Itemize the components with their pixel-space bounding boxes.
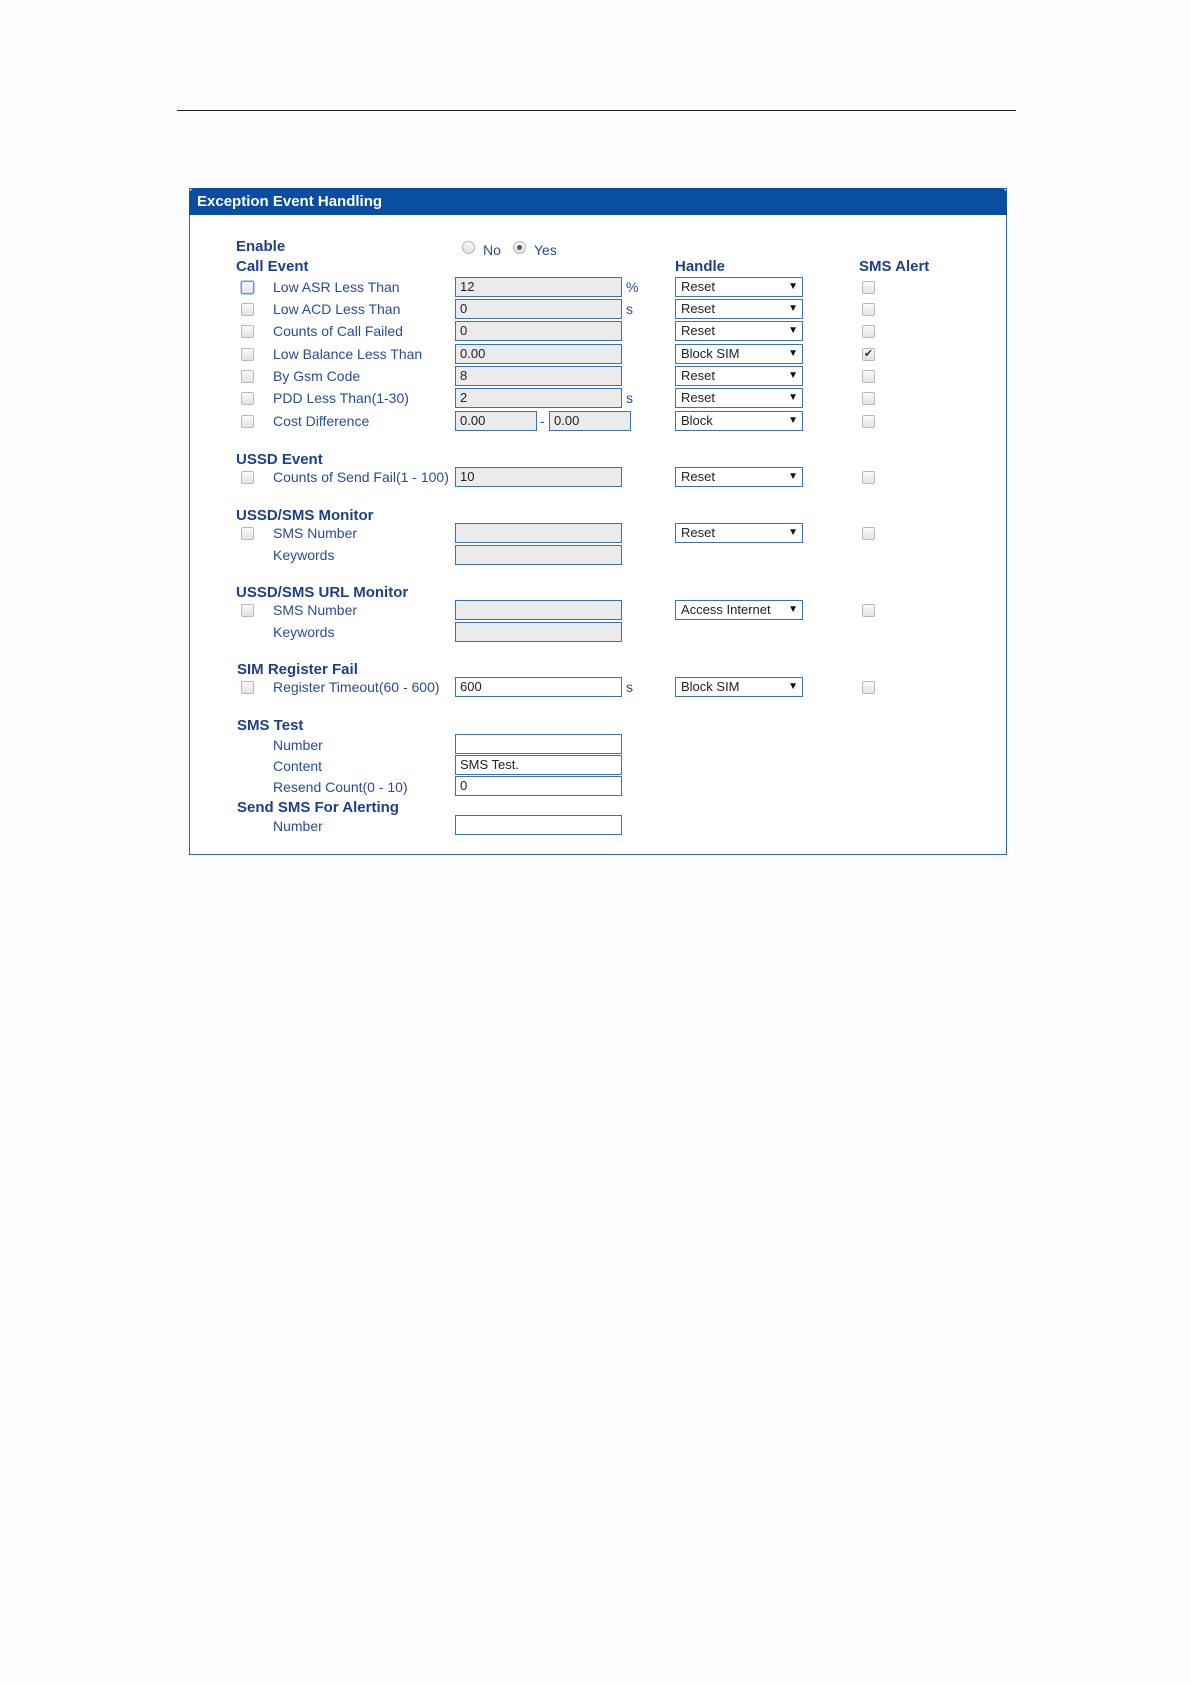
ussd-send-fail-label: Counts of Send Fail(1 - 100) xyxy=(273,469,449,485)
ussd-event-checkbox[interactable] xyxy=(241,471,254,484)
row-value-input[interactable]: 8 xyxy=(455,366,622,386)
row-enable-checkbox[interactable] xyxy=(241,348,254,361)
enable-no-label: No xyxy=(483,242,501,258)
ussd-handle-select[interactable]: Reset ▼ xyxy=(675,467,803,487)
alerting-number-label: Number xyxy=(273,818,323,834)
sim-register-fail-heading: SIM Register Fail xyxy=(237,661,358,678)
range-separator: - xyxy=(540,413,545,429)
url-monitor-sms-number-input[interactable] xyxy=(455,600,622,620)
row-value-input[interactable]: 2 xyxy=(455,388,622,408)
ussd-sms-monitor-heading: USSD/SMS Monitor xyxy=(236,507,374,524)
row-label: Low ASR Less Than xyxy=(273,279,400,295)
handle-select[interactable]: Block ▼ xyxy=(675,411,803,431)
enable-yes-radio[interactable] xyxy=(513,241,526,254)
monitor-keywords-input[interactable] xyxy=(455,545,622,565)
sms-alert-heading: SMS Alert xyxy=(859,258,930,275)
exception-event-panel xyxy=(189,188,1007,855)
sms-alert-checkbox[interactable] xyxy=(862,370,875,383)
sms-test-content-label: Content xyxy=(273,758,323,774)
row-label: Low Balance Less Than xyxy=(273,346,423,362)
chevron-down-icon: ▼ xyxy=(788,370,798,381)
enable-label: Enable xyxy=(236,238,286,255)
url-monitor-keywords-input[interactable] xyxy=(455,622,622,642)
cost-from-input[interactable]: 0.00 xyxy=(455,411,537,431)
url-monitor-sms-number-label: SMS Number xyxy=(273,602,358,618)
sms-test-content-input[interactable]: SMS Test. xyxy=(455,755,622,775)
chevron-down-icon: ▼ xyxy=(788,527,798,538)
alerting-number-input[interactable] xyxy=(455,815,622,835)
resend-count-label: Resend Count(0 - 10) xyxy=(273,779,408,795)
checkmark-icon: ✔ xyxy=(863,348,874,360)
panel-title: Exception Event Handling xyxy=(189,188,1007,215)
enable-yes-label: Yes xyxy=(534,242,557,258)
register-timeout-unit: s xyxy=(626,679,633,695)
monitor-sms-alert-checkbox[interactable] xyxy=(862,527,875,540)
row-value-input[interactable]: 0 xyxy=(455,299,622,319)
url-monitor-keywords-label: Keywords xyxy=(273,624,335,640)
resend-count-input[interactable]: 0 xyxy=(455,776,622,796)
sms-alert-checkbox[interactable] xyxy=(862,281,875,294)
sim-register-sms-alert-checkbox[interactable] xyxy=(862,681,875,694)
row-label: Counts of Call Failed xyxy=(273,323,403,339)
call-event-heading: Call Event xyxy=(236,258,309,275)
row-value-input[interactable]: 12 xyxy=(455,277,622,297)
cost-to-input[interactable]: 0.00 xyxy=(549,411,631,431)
chevron-down-icon: ▼ xyxy=(788,471,798,482)
chevron-down-icon: ▼ xyxy=(788,281,798,292)
sms-test-heading: SMS Test xyxy=(237,717,304,734)
enable-no-radio[interactable] xyxy=(462,241,475,254)
register-timeout-label: Register Timeout(60 - 600) xyxy=(273,679,440,695)
chevron-down-icon: ▼ xyxy=(788,415,798,426)
monitor-checkbox[interactable] xyxy=(241,527,254,540)
chevron-down-icon: ▼ xyxy=(788,604,798,615)
row-label: Cost Difference xyxy=(273,413,370,429)
sim-register-handle-select[interactable]: Block SIM ▼ xyxy=(675,677,803,697)
row-unit: % xyxy=(626,279,639,295)
send-sms-alerting-heading: Send SMS For Alerting xyxy=(237,799,399,816)
url-monitor-checkbox[interactable] xyxy=(241,604,254,617)
row-value-input[interactable]: 0.00 xyxy=(455,344,622,364)
sms-alert-checkbox[interactable] xyxy=(862,348,875,361)
sms-test-number-label: Number xyxy=(273,737,323,753)
sms-alert-checkbox[interactable] xyxy=(862,415,875,428)
sim-register-checkbox[interactable] xyxy=(241,681,254,694)
ussd-event-heading: USSD Event xyxy=(236,451,323,468)
chevron-down-icon: ▼ xyxy=(788,348,798,359)
ussd-sms-url-monitor-heading: USSD/SMS URL Monitor xyxy=(236,584,409,601)
row-enable-checkbox[interactable] xyxy=(241,370,254,383)
handle-select[interactable]: Reset ▼ xyxy=(675,277,803,297)
row-label: Low ACD Less Than xyxy=(273,301,401,317)
chevron-down-icon: ▼ xyxy=(788,303,798,314)
row-enable-checkbox[interactable] xyxy=(241,281,254,294)
monitor-sms-number-label: SMS Number xyxy=(273,525,358,541)
url-monitor-handle-select[interactable]: Access Internet ▼ xyxy=(675,600,803,620)
chevron-down-icon: ▼ xyxy=(788,325,798,336)
row-enable-checkbox[interactable] xyxy=(241,415,254,428)
handle-heading: Handle xyxy=(675,258,726,275)
handle-select[interactable]: Reset ▼ xyxy=(675,299,803,319)
handle-select[interactable]: Reset ▼ xyxy=(675,321,803,341)
sms-test-number-input[interactable] xyxy=(455,734,622,754)
row-label: By Gsm Code xyxy=(273,368,361,384)
chevron-down-icon: ▼ xyxy=(788,681,798,692)
monitor-keywords-label: Keywords xyxy=(273,547,335,563)
sms-alert-checkbox[interactable] xyxy=(862,303,875,316)
register-timeout-input[interactable]: 600 xyxy=(455,677,622,697)
row-enable-checkbox[interactable] xyxy=(241,303,254,316)
page-header-rule xyxy=(177,110,1016,111)
monitor-handle-select[interactable]: Reset ▼ xyxy=(675,523,803,543)
sms-alert-checkbox[interactable] xyxy=(862,392,875,405)
row-unit: s xyxy=(626,301,633,317)
handle-select[interactable]: Reset ▼ xyxy=(675,366,803,386)
sms-alert-checkbox[interactable] xyxy=(862,325,875,338)
ussd-send-fail-input[interactable]: 10 xyxy=(455,467,622,487)
handle-select[interactable]: Block SIM ▼ xyxy=(675,344,803,364)
monitor-sms-number-input[interactable] xyxy=(455,523,622,543)
url-monitor-sms-alert-checkbox[interactable] xyxy=(862,604,875,617)
row-value-input[interactable]: 0 xyxy=(455,321,622,341)
handle-select[interactable]: Reset ▼ xyxy=(675,388,803,408)
row-enable-checkbox[interactable] xyxy=(241,325,254,338)
chevron-down-icon: ▼ xyxy=(788,392,798,403)
row-unit: s xyxy=(626,390,633,406)
ussd-sms-alert-checkbox[interactable] xyxy=(862,471,875,484)
row-label: PDD Less Than(1-30) xyxy=(273,390,409,406)
row-enable-checkbox[interactable] xyxy=(241,392,254,405)
